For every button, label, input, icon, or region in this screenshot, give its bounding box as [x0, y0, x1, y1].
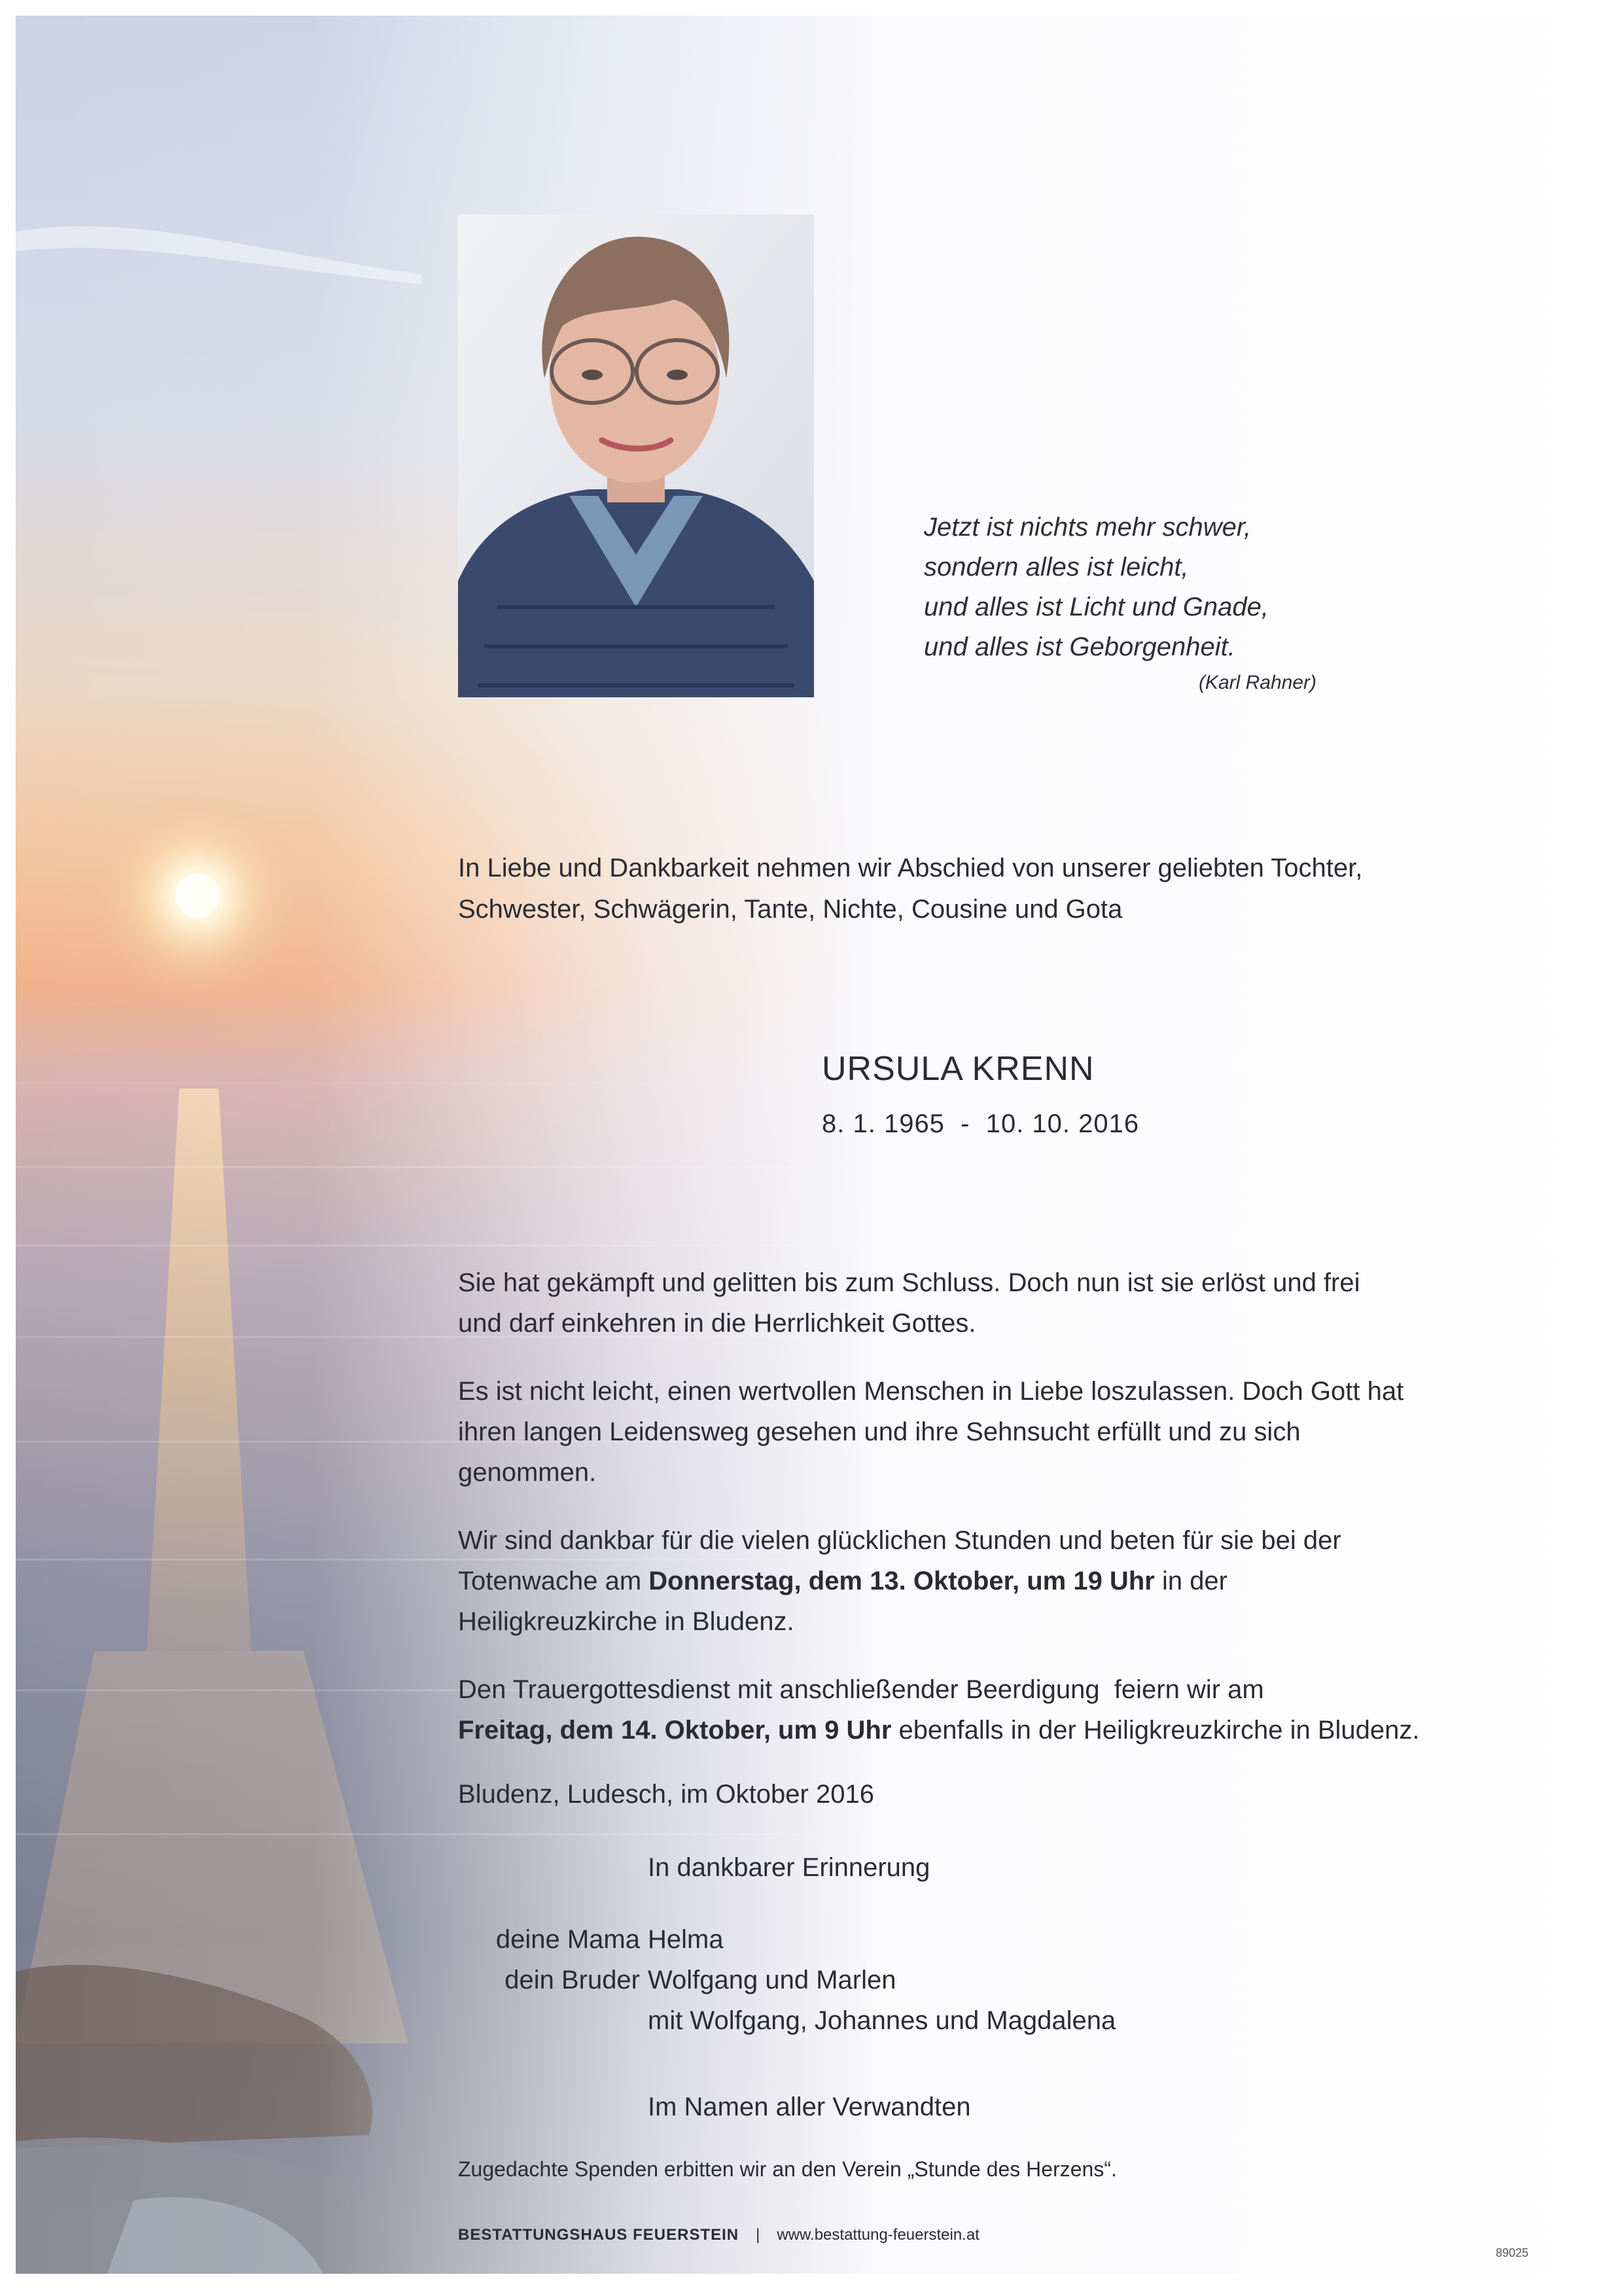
text-line: Sie hat gekämpft und gelitten bis zum Schluss. Doch nun ist sie erlöst und frei [458, 1268, 1360, 1297]
funeral-datetime: Freitag, dem 14. Oktober, um 9 Uhr [458, 1716, 892, 1745]
text-line: und darf einkehren in die Herrlichkeit Gottes. [458, 1309, 976, 1338]
family-list [458, 1919, 1309, 2041]
family-names: Wolfgang und Marlen [648, 1966, 896, 1994]
intro-line: Schwester, Schwägerin, Tante, Nichte, Cousine und Gota [458, 895, 1123, 924]
quote-line: und alles ist Geborgenheit. [924, 633, 1235, 661]
paragraph [458, 1520, 1544, 1642]
funeral-home-name: BESTATTUNGSHAUS FEUERSTEIN [458, 2226, 739, 2244]
intro-line: In Liebe und Dankbarkeit nehmen wir Abschied von unserer geliebten Tochter, [458, 854, 1363, 882]
family-row [458, 1919, 1309, 1960]
paragraph [458, 1371, 1544, 1493]
text-line: ihren langen Leidensweg gesehen und ihre Sehnsucht erfüllt und zu sich [458, 1418, 1301, 1446]
text-line: genommen. [458, 1458, 597, 1487]
quote-line: sondern alles ist leicht, [924, 553, 1189, 582]
text-line: Den Trauergottesdienst mit anschließender Beerdigung feiern wir am [458, 1675, 1264, 1704]
body-text [458, 1262, 1544, 1778]
quote-line: Jetzt ist nichts mehr schwer, [924, 513, 1252, 542]
memory-line: In dankbarer Erinnerung [648, 1853, 930, 1882]
relatives-line: Im Namen aller Verwandten [648, 2093, 971, 2121]
text-line: Es ist nicht leicht, einen wertvollen Menschen in Liebe loszulassen. Doch Gott hat [458, 1377, 1404, 1406]
text-line: Heiligkreuzkirche in Bludenz. [458, 1607, 794, 1636]
website-link[interactable]: www.bestattung-feuerstein.at [777, 2226, 980, 2244]
quote-block [924, 508, 1356, 696]
quote-author: (Karl Rahner) [1198, 672, 1316, 693]
text-fragment: Totenwache am [458, 1567, 649, 1595]
paragraph [458, 1669, 1544, 1750]
print-code: 89025 [1496, 2246, 1529, 2259]
place-date: Bludenz, Ludesch, im Oktober 2016 [458, 1780, 874, 1809]
family-relation: deine Mama [495, 1925, 640, 1954]
portrait-photo [458, 215, 814, 697]
footer-separator: | [756, 2226, 760, 2244]
footer [458, 2225, 980, 2245]
quote-line: und alles ist Licht und Gnade, [924, 593, 1269, 621]
text-line: Wir sind dankbar für die vielen glücklichen Stunden und beten für sie bei der [458, 1526, 1341, 1555]
text-fragment: ebenfalls in der Heiligkreuzkirche in Bludenz. [891, 1716, 1420, 1745]
family-row [458, 2000, 1309, 2041]
paragraph [458, 1262, 1544, 1344]
family-relation: dein Bruder [504, 1966, 640, 1994]
family-names: mit Wolfgang, Johannes und Magdalena [648, 2006, 1116, 2035]
deceased-name: URSULA KRENN [822, 1050, 1095, 1088]
obituary-page [16, 16, 1611, 2274]
family-row [458, 1960, 1309, 2000]
wake-datetime: Donnerstag, dem 13. Oktober, um 19 Uhr [648, 1567, 1155, 1595]
intro-text [458, 848, 1505, 930]
donation-note: Zugedachte Spenden erbitten wir an den Verein „Stunde des Herzens“. [458, 2157, 1117, 2181]
family-names: Helma [648, 1925, 724, 1954]
life-dates: 8. 1. 1965 - 10. 10. 2016 [822, 1109, 1140, 1138]
text-fragment: in der [1154, 1567, 1227, 1595]
